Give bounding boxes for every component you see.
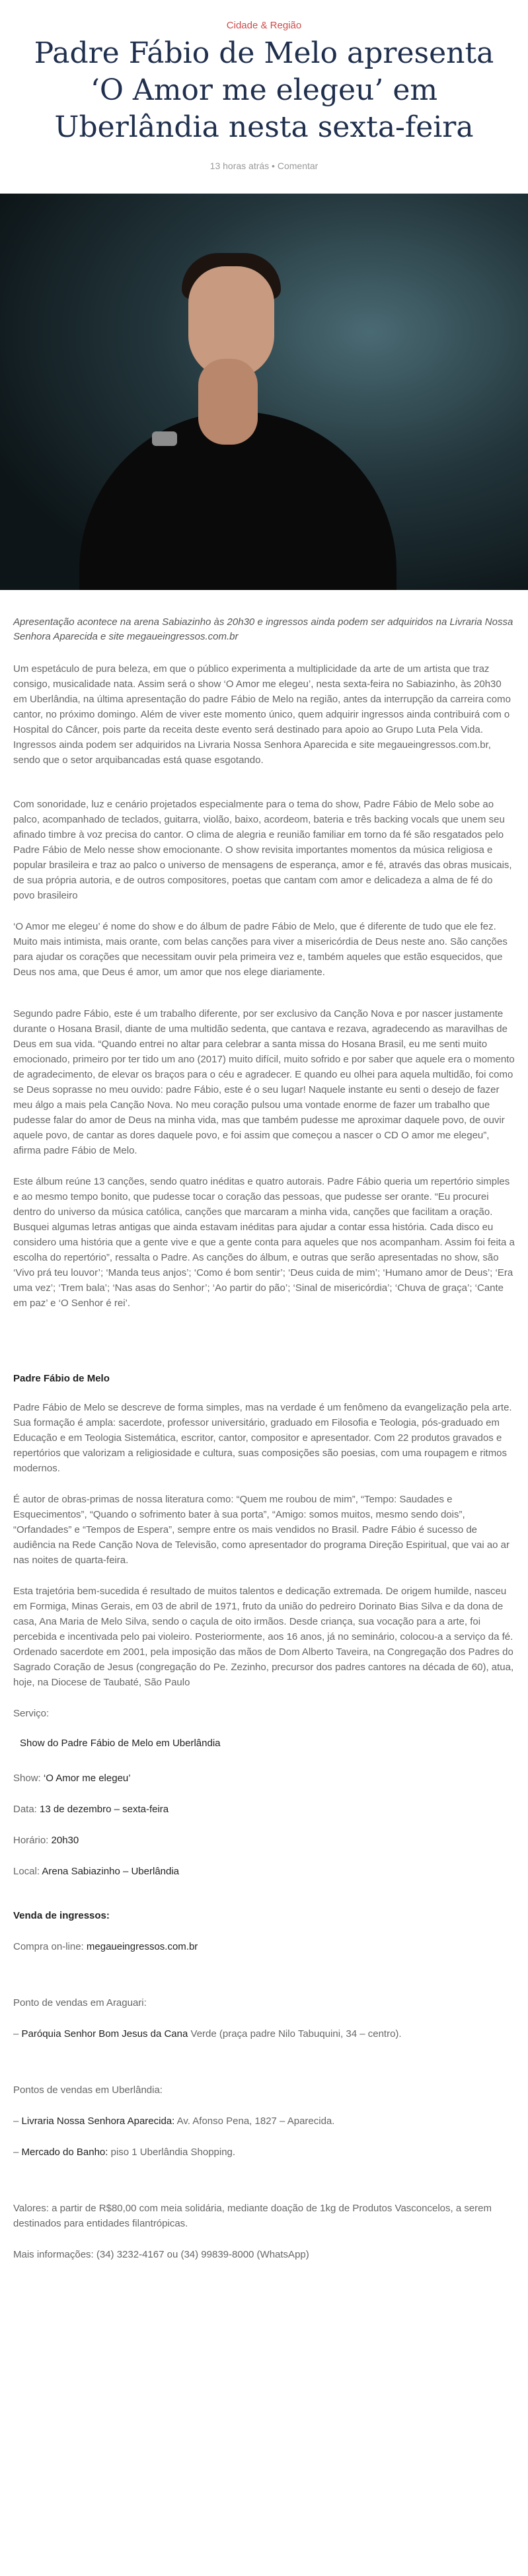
paragraph: Esta trajetória bem-sucedida é resultado de muitos talentos e dedicação extremada. De origem humilde, nasceu em Formiga, Minas Gerais, em 03 de abril de 1971, fruto da união do pedreiro Dorinato Bias Silva e da dona de casa, Ana Maria de Melo Silva, sendo o caçula de oito irmãos. Desde criança, sua vocação para a arte, foi percebida e incentivada pelo pai violeiro. Posteriormente, aos 16 anos, já no seminário, colocou-a a serviço da fé. Ordenado sacerdote em 2001, pela imposição das mãos de Dom Alberto Taveira, na Congregação dos Padres do Sagrado Coração de Jesus (congregação do Pe. Zezinho, precursor dos padres cantores na década de 60), atua, hoje, na Diocese de Taubaté, São Paulo — [13, 1586, 514, 1688]
uberlandia-prefix: – — [13, 2147, 22, 2158]
hero-photo — [0, 194, 528, 590]
uberlandia-name: Mercado do Banho: — [21, 2147, 108, 2158]
service-time-label: Horário: — [13, 1835, 52, 1846]
meta-separator: • — [269, 161, 278, 171]
service-show-title-row — [13, 1732, 515, 1755]
tickets-online-label: Compra on-line: — [13, 1941, 87, 1952]
post-time: 13 horas atrás — [209, 161, 270, 171]
paragraph: ‘O Amor me elegeu’ é nome do show e do álbum de padre Fábio de Melo, que é diferente de tudo que ele fez. Muito mais intimista, mais orante, com belas canções para viver a misericórdia de Deus neste ano. São canções para ajudar os corações que necessitam ouvir pela primeira vez e, também aqueles que estão esquecidos, que Deus nos ama, que Deus é amor, um amor que nos elege diariamente. — [13, 921, 508, 978]
uberlandia-address: Av. Afonso Pena, 1827 – Aparecida. — [174, 2116, 335, 2127]
more-info: Mais informações: (34) 3232-4167 ou (34) 99839-8000 (WhatsApp) — [13, 2249, 309, 2260]
article-body — [13, 661, 515, 1311]
service-show-value: ‘O Amor me elegeu’ — [43, 1773, 131, 1784]
tickets-online — [13, 1939, 515, 1954]
araguari-address: Verde (praça padre Nilo Tabuquini, 34 – centro). — [188, 2028, 402, 2040]
araguari-prefix: – — [13, 2028, 22, 2040]
tickets-heading: Venda de ingressos: — [13, 1910, 110, 1921]
service-time-value: 20h30 — [51, 1835, 79, 1846]
service-place-label: Local: — [13, 1866, 42, 1877]
tickets-online-link[interactable]: megaueingressos.com.br — [86, 1941, 198, 1952]
ticket-values: Valores: a partir de R$80,00 com meia solidária, mediante doação de 1kg de Produtos Vasconcelos, a serem destinados para entidades filantrópicas. — [13, 2203, 492, 2229]
paragraph: Um espetáculo de pura beleza, em que o público experimenta a multiplicidade da arte de um artista que traz consigo, musicalidade nata. Assim será o show ‘O Amor me elegeu’, nesta sexta-feira no Sabiazinho, às 20h30 em Uberlândia, na última apresentação do padre Fábio de Melo na região, antes da interrupção da carreira como cantor, no próximo domingo. Além de viver este momento único, quem adquirir ingressos ainda contribuirá com o Hospital do Câncer, pois parte da receita deste evento será destinado para apoio ao Grupo Luta Pela Vida. Ingressos ainda podem ser adquiridos na Livraria Nossa Senhora Aparecida e site megaueingressos.com.br, sendo que o setor arquibancadas está quase esgotando. — [13, 663, 511, 766]
category-link[interactable]: Cidade & Região — [226, 20, 302, 31]
article-title: Padre Fábio de Melo apresenta ‘O Amor me elegeu’ em Uberlândia nesta sexta-feira — [34, 36, 494, 144]
paragraph: Padre Fábio de Melo se descreve de forma simples, mas na verdade é um fenômeno da evangelização pela arte. Sua formação é ampla: sacerdote, professor universitário, graduado em Filosofia e Teologia, pós-graduado em Educação e em Teologia Sistemática, escritor, cantor, compositor e apresentador. Com 22 produtos gravados e repertórios que valorizam a religiosidade e cultura, suas composições são poesias, com uma roupagem e ritmos modernos. — [13, 1402, 512, 1474]
service-place-value: Arena Sabiazinho – Uberlândia — [42, 1866, 180, 1877]
uberlandia-point — [13, 2145, 515, 2160]
service-label: Serviço: — [13, 1708, 50, 1719]
uberlandia-prefix: – — [13, 2116, 22, 2127]
bio-body — [13, 1400, 515, 1690]
araguari-heading: Ponto de vendas em Araguari: — [13, 1997, 147, 2008]
photo-caption: Apresentação acontece na arena Sabiazinho às 20h30 e ingressos ainda podem ser adquiridos na Livraria Nossa Senhora Aparecida e site megaueingressos.com.br — [13, 616, 513, 642]
paragraph: Segundo padre Fábio, este é um trabalho diferente, por ser exclusivo da Canção Nova e por nascer justamente durante o Hosana Brasil, diante de uma multidão sedenta, que cantava e rezava, agradecendo as maravilhas de Deus em sua vida. “Quando entrei no altar para celebrar a santa missa do Hosana Brasil, eu me senti muito emocionado, primeiro por ter tido um ano (2017) muito difícil, muito sofrido e por saber que aquele era o momento de agradecimento, de elevar os braços para o céu e agradecer. E quando eu olhei para aquela multidão, foi como se Deus soprasse no meu ouvido: padre Fábio, este é o seu lugar! Naquele instante eu senti o desejo de fazer meu álgo a mais pela Canção Nova. No meu coração pulsou uma vontade enorme de fazer um trabalho que pudesse falar do amor de Deus na minha vida, mas que também pudesse me aproximar daquele povo, de ouvir aquele povo, de cantar as dores daquele povo, e foi assim que começou a nascer o CD O amor me elegeu”, afirma padre Fábio de Melo. — [13, 1008, 515, 1156]
service-place — [13, 1864, 515, 1879]
araguari-name: Paróquia Senhor Bom Jesus da Cana — [21, 2028, 188, 2040]
service-show-label: Show: — [13, 1773, 44, 1784]
service-date-label: Data: — [13, 1804, 40, 1815]
service-show — [13, 1771, 515, 1786]
photo-watch-shape — [152, 431, 177, 446]
service-date-value: 13 de dezembro – sexta-feira — [40, 1804, 169, 1815]
service-show-title: Show do Padre Fábio de Melo em Uberlândia — [20, 1738, 221, 1749]
bio-heading: Padre Fábio de Melo — [13, 1373, 110, 1384]
uberlandia-name: Livraria Nossa Senhora Aparecida: — [21, 2116, 175, 2127]
paragraph: É autor de obras-primas de nossa literatura como: “Quem me roubou de mim”, “Tempo: Saudades e Esquecimentos”, “Quando o sofrimento bater à sua porta”, “Amigo: somos muitos, mesmo sendo dois”, “Orfandades” e “Tempos de Espera”, sempre entre os mais vendidos no Brasil. Padre Fábio é sucesso de audiência na Rede Canção Nova de Televisão, como apresentador do programa Direção Espiritual, que vai ao ar nas noites de quarta-feira. — [13, 1494, 510, 1566]
paragraph: Com sonoridade, luz e cenário projetados especialmente para o tema do show, Padre Fábio de Melo sobe ao palco, acompanhado de teclados, guitarra, violão, baixo, acordeom, bateria e três backing vocals que unem seu afinado timbre à voz precisa do cantor. O clima de alegria e reunião familiar em torno da fé são resgatados pelo Padre Fábio de Melo nesse show emocionante. O show revisita importantes momentos da música religiosa e popular brasileira e traz ao palco o universo de mensagens de esperança, amor e fé, através das obras musicais, de sua própria autoria, e de outros compositores, poetas que cantam com amor e delicadeza a alma de fé do povo brasileiro — [13, 799, 512, 901]
comment-link[interactable]: Comentar — [277, 161, 319, 171]
uberlandia-address: piso 1 Uberlândia Shopping. — [108, 2147, 236, 2158]
photo-hands-shape — [198, 359, 258, 445]
article-meta — [0, 161, 528, 171]
uberlandia-point — [13, 2114, 515, 2129]
paragraph: Este álbum reúne 13 canções, sendo quatro inéditas e quatro autorais. Padre Fábio queria um repertório simples e ao mesmo tempo bonito, que pudesse tocar o coração das pessoas, que pudesse ser orante. “Eu procurei dentro do universo da música católica, canções que marcaram a minha vida, canções que facilitam a oração. Busquei algumas letras antigas que ainda estavam inéditas para ajudar a contar essa história. Cada disco eu considero uma história que a gente vive e que a gente conta para aqueles que nos acompanham. Assim foi feita a escolha do repertório”, ressalta o Padre. As canções do álbum, e outras que serão apresentadas no show, são ‘Vivo prá teu louvor’; ‘Manda teus anjos’; ‘Como é bom sentir’; ‘Deus cuida de mim’; ‘Humano amor de Deus’; ‘Era uma vez’; ‘Trem bala’; ‘Nas asas do Senhor’; ‘Ao partir do pão’; ‘Sinal de misericórdia’; ‘Chuva de graça’; ‘Cante em paz’ e ‘O Senhor é rei’. — [13, 1176, 515, 1309]
service-time — [13, 1833, 515, 1848]
service-date — [13, 1802, 515, 1817]
araguari-point — [13, 2026, 515, 2042]
uberlandia-heading: Pontos de vendas em Uberlândia: — [13, 2084, 163, 2096]
